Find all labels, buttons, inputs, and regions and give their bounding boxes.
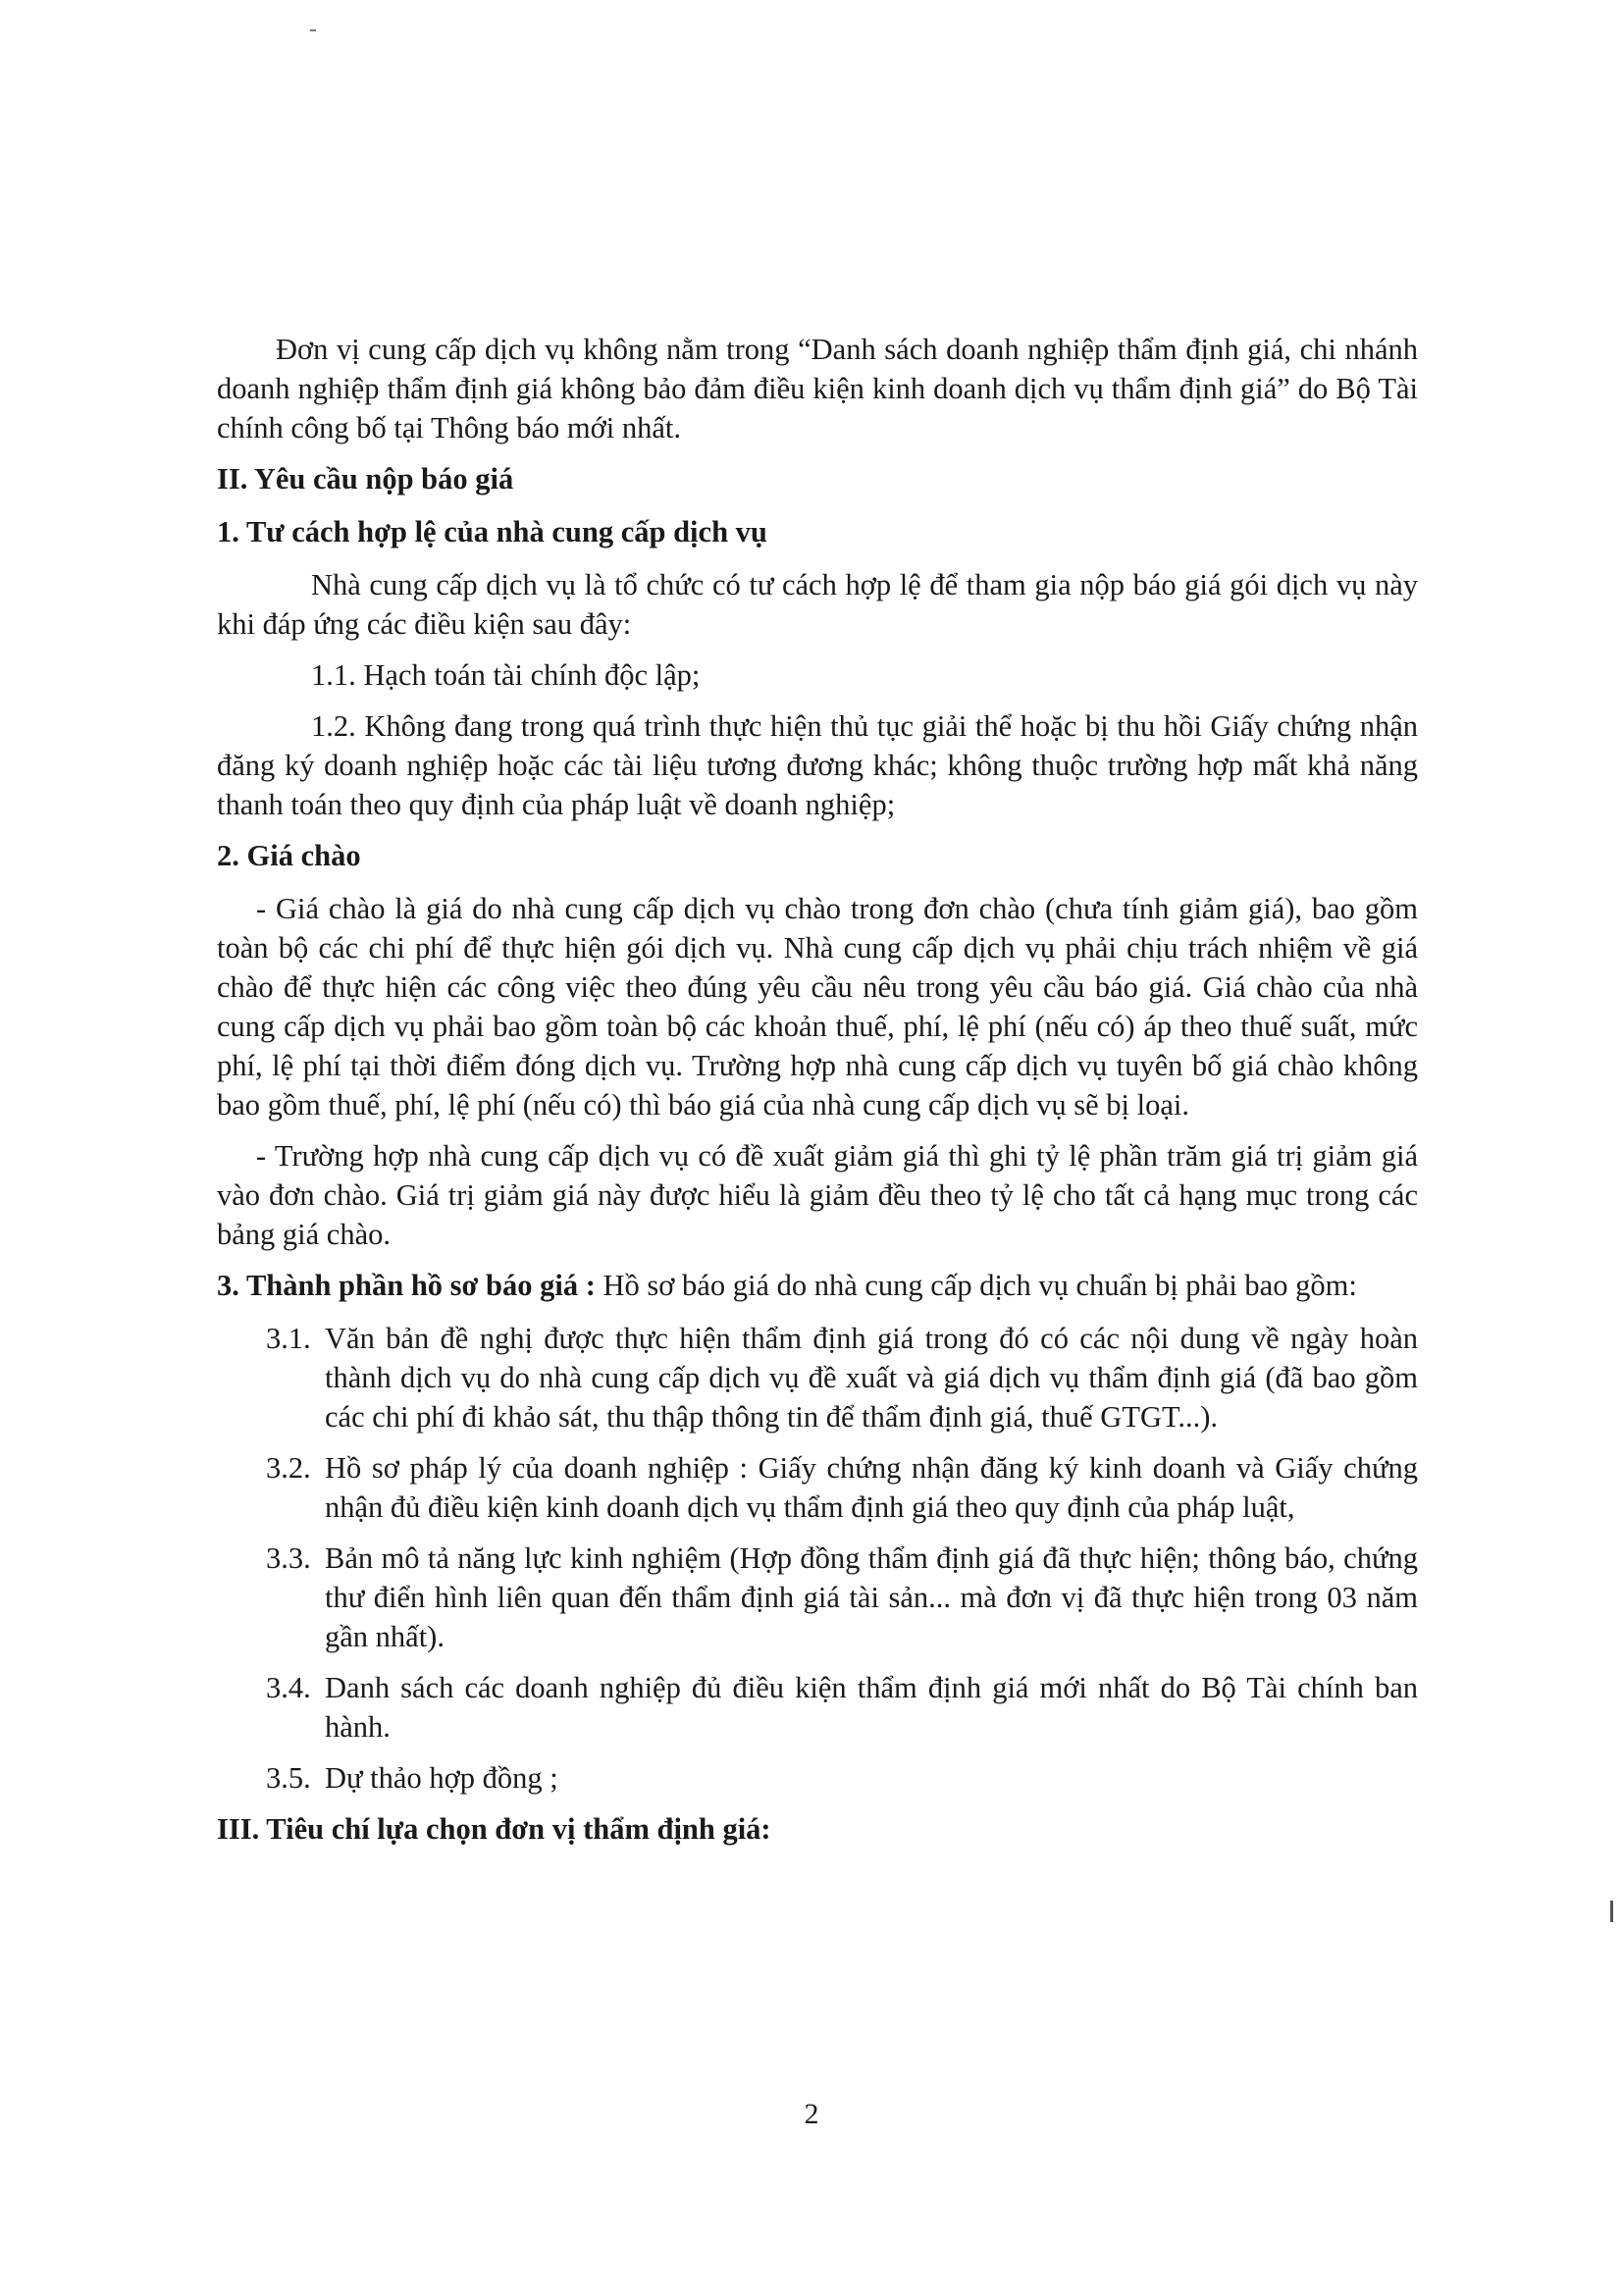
subsection-heading-1: 1. Tư cách hợp lệ của nhà cung cấp dịch vụ [217,515,767,548]
list-item-text: Danh sách các doanh nghiệp đủ điều kiện thẩm định giá mới nhất do Bộ Tài chính ban hành. [325,1671,1418,1744]
list-item-text: Dự thảo hợp đồng ; [325,1761,558,1795]
list-item-text: Văn bản đề nghị được thực hiện thẩm định giá trong đó có các nội dung về ngày hoàn thành dịch vụ do nhà cung cấp dịch vụ đề xuất và giá dịch vụ thẩm định giá (đã bao gồm các chi phí đi khảo sát, thu thập thông tin để thẩm định giá, thuế GTGT...). [325,1322,1418,1434]
list-item [217,1539,1418,1656]
list-item [217,1448,1418,1527]
list-item [217,1758,1418,1798]
condition-1-2: 1.2. Không đang trong quá trình thực hiện thủ tục giải thể hoặc bị thu hồi Giấy chứng nhận đăng ký doanh nghiệp hoặc các tài liệu tương đương khác; không thuộc trường hợp mất khả năng thanh toán theo quy định của pháp luật về doanh nghiệp; [217,709,1418,821]
page-body [217,330,1418,1862]
list-item-text: Bản mô tả năng lực kinh nghiệm (Hợp đồng thẩm định giá đã thực hiện; thông báo, chứng thư điển hình liên quan đến thẩm định giá tài sản... mà đơn vị đã thực hiện trong 03 năm gần nhất). [325,1541,1418,1653]
page-number: 2 [804,2098,819,2130]
section-heading-iii: III. Tiêu chí lựa chọn đơn vị thẩm định giá: [217,1812,771,1846]
list-item-number: 3.2. [266,1451,311,1485]
paragraph-discount: - Trường hợp nhà cung cấp dịch vụ có đề xuất giảm giá thì ghi tỷ lệ phần trăm giá trị giảm giá vào đơn chào. Giá trị giảm giá này được hiểu là giảm đều theo tỷ lệ cho tất cả hạng mục trong các bảng giá chào. [217,1139,1418,1251]
paragraph-offer-price: - Giá chào là giá do nhà cung cấp dịch vụ chào trong đơn chào (chưa tính giảm giá), bao gồm toàn bộ các chi phí để thực hiện gói dịch vụ. Nhà cung cấp dịch vụ phải chịu trách nhiệm về giá chào để thực hiện các công việc theo đúng yêu cầu nêu trong yêu cầu báo giá. Giá chào của nhà cung cấp dịch vụ phải bao gồm toàn bộ các khoản thuế, phí, lệ phí (nếu có) áp theo thuế suất, mức phí, lệ phí tại thời điểm đóng dịch vụ. Trường hợp nhà cung cấp dịch vụ tuyên bố giá chào không bao gồm thuế, phí, lệ phí (nếu có) thì báo giá của nhà cung cấp dịch vụ sẽ bị loại. [217,892,1418,1122]
paragraph-eligibility: Nhà cung cấp dịch vụ là tổ chức có tư cách hợp lệ để tham gia nộp báo giá gói dịch vụ này khi đáp ứng các điều kiện sau đây: [217,568,1418,641]
list-item-number: 3.5. [266,1761,311,1795]
list-item-text: Hồ sơ pháp lý của doanh nghiệp : Giấy chứng nhận đăng ký kinh doanh và Giấy chứng nhận đủ điều kiện kinh doanh dịch vụ thẩm định giá theo quy định của pháp luật, [325,1451,1418,1524]
subsection-heading-3 [217,1266,1418,1305]
list-item [217,1319,1418,1436]
condition-1-1: 1.1. Hạch toán tài chính độc lập; [311,658,701,692]
list-item-number: 3.1. [266,1322,311,1355]
subsection-heading-3-text: Hồ sơ báo giá do nhà cung cấp dịch vụ chuẩn bị phải bao gồm: [595,1269,1357,1302]
list-item-number: 3.3. [266,1541,311,1575]
list-item [217,1668,1418,1747]
section-heading-ii: II. Yêu cầu nộp báo giá [217,462,514,496]
list-item-number: 3.4. [266,1671,311,1704]
subsection-heading-2: 2. Giá chào [217,839,361,872]
paragraph-intro: Đơn vị cung cấp dịch vụ không nằm trong “Danh sách doanh nghiệp thẩm định giá, chi nhánh doanh nghiệp thẩm định giá không bảo đảm điều kiện kinh doanh dịch vụ thẩm định giá” do Bộ Tài chính công bố tại Thông báo mới nhất. [217,333,1418,444]
scan-artifact [1610,1901,1613,1922]
subsection-heading-3-label: 3. Thành phần hồ sơ báo giá : [217,1269,596,1302]
scan-artifact [310,29,316,31]
